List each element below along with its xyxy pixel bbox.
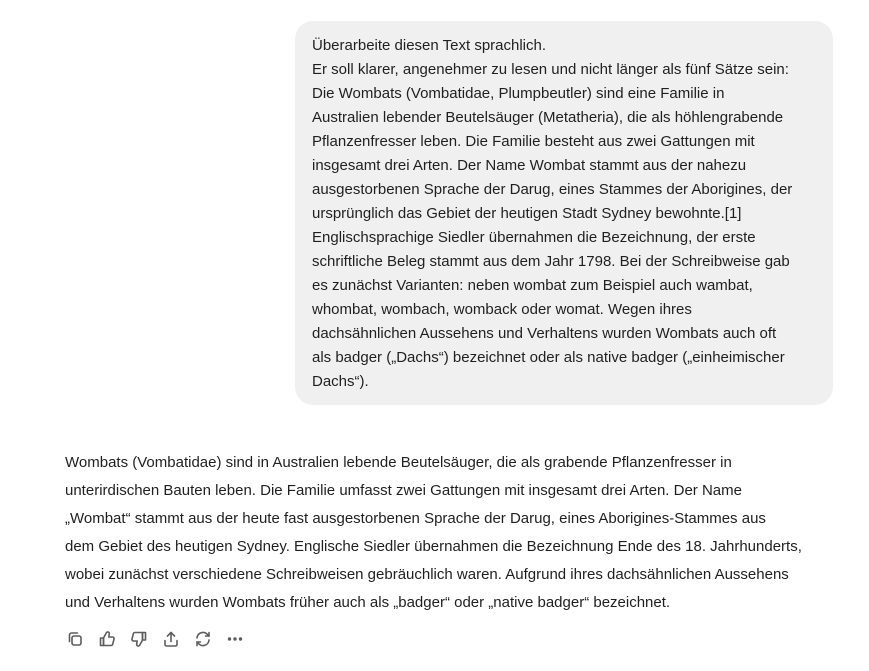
- regenerate-button[interactable]: [192, 628, 214, 650]
- thumbs-up-icon: [98, 630, 116, 648]
- assistant-message-line: wobei zunächst verschiedene Schreibweisen gebräuchlich waren. Aufgrund ihres dachsähnlichen Aussehens: [65, 566, 789, 583]
- user-message-line: Überarbeite diesen Text sprachlich.: [312, 37, 547, 54]
- more-button[interactable]: [224, 628, 246, 650]
- user-message-line: es zunächst Varianten: neben wombat zum Beispiel auch wambat,: [312, 277, 753, 294]
- user-message-line: Er soll klarer, angenehmer zu lesen und nicht länger als fünf Sätze sein:: [312, 61, 789, 78]
- user-message-line: dachsähnlichen Aussehens und Verhaltens wurden Wombats auch oft: [312, 325, 777, 342]
- user-message-line: schriftliche Beleg stammt aus dem Jahr 1798. Bei der Schreibweise gab: [312, 253, 790, 270]
- more-icon: [226, 630, 244, 648]
- user-message-line: insgesamt drei Arten. Der Name Wombat stammt aus der nahezu: [312, 157, 747, 174]
- user-message-line: Die Wombats (Vombatidae, Plumpbeutler) sind eine Familie in: [312, 85, 725, 102]
- regenerate-icon: [194, 630, 212, 648]
- user-message-line: ursprünglich das Gebiet der heutigen Stadt Sydney bewohnte.[1]: [312, 205, 742, 222]
- user-message-bubble: [295, 21, 833, 405]
- assistant-message-line: Wombats (Vombatidae) sind in Australien lebende Beutelsäuger, die als grabende Pflanzenfresser in: [65, 454, 732, 471]
- share-button[interactable]: [160, 628, 182, 650]
- assistant-message-line: und Verhaltens wurden Wombats früher auch als „badger“ oder „native badger“ bezeichnet.: [65, 594, 671, 611]
- thumbs-down-button[interactable]: [128, 628, 150, 650]
- user-message-line: whombat, wombach, womback oder womat. Wegen ihres: [312, 301, 692, 318]
- thumbs-down-icon: [130, 630, 148, 648]
- message-actions: [64, 627, 246, 651]
- share-icon: [162, 630, 180, 648]
- user-message-line: Pflanzenfresser leben. Die Familie besteht aus zwei Gattungen mit: [312, 133, 755, 150]
- user-message-line: ausgestorbenen Sprache der Darug, eines Stammes der Aborigines, der: [312, 181, 793, 198]
- user-message-line: als badger („Dachs“) bezeichnet oder als native badger („einheimischer: [312, 349, 785, 366]
- user-message-line: Dachs“).: [312, 373, 369, 390]
- user-message-line: Australien lebender Beutelsäuger (Metatheria), die als höhlengrabende: [312, 109, 784, 126]
- copy-icon: [66, 630, 84, 648]
- user-message-line: Englischsprachige Siedler übernahmen die Bezeichnung, der erste: [312, 229, 756, 246]
- thumbs-up-button[interactable]: [96, 628, 118, 650]
- assistant-message: [65, 449, 855, 617]
- copy-button[interactable]: [64, 628, 86, 650]
- assistant-message-line: „Wombat“ stammt aus der heute fast ausgestorbenen Sprache der Darug, eines Aborigines-Stammes aus: [65, 510, 766, 527]
- assistant-message-line: unterirdischen Bauten leben. Die Familie umfasst zwei Gattungen mit insgesamt drei Arten. Der Name: [65, 482, 742, 499]
- assistant-message-line: dem Gebiet des heutigen Sydney. Englische Siedler übernahmen die Bezeichnung Ende des 18. Jahrhunderts,: [65, 538, 802, 555]
